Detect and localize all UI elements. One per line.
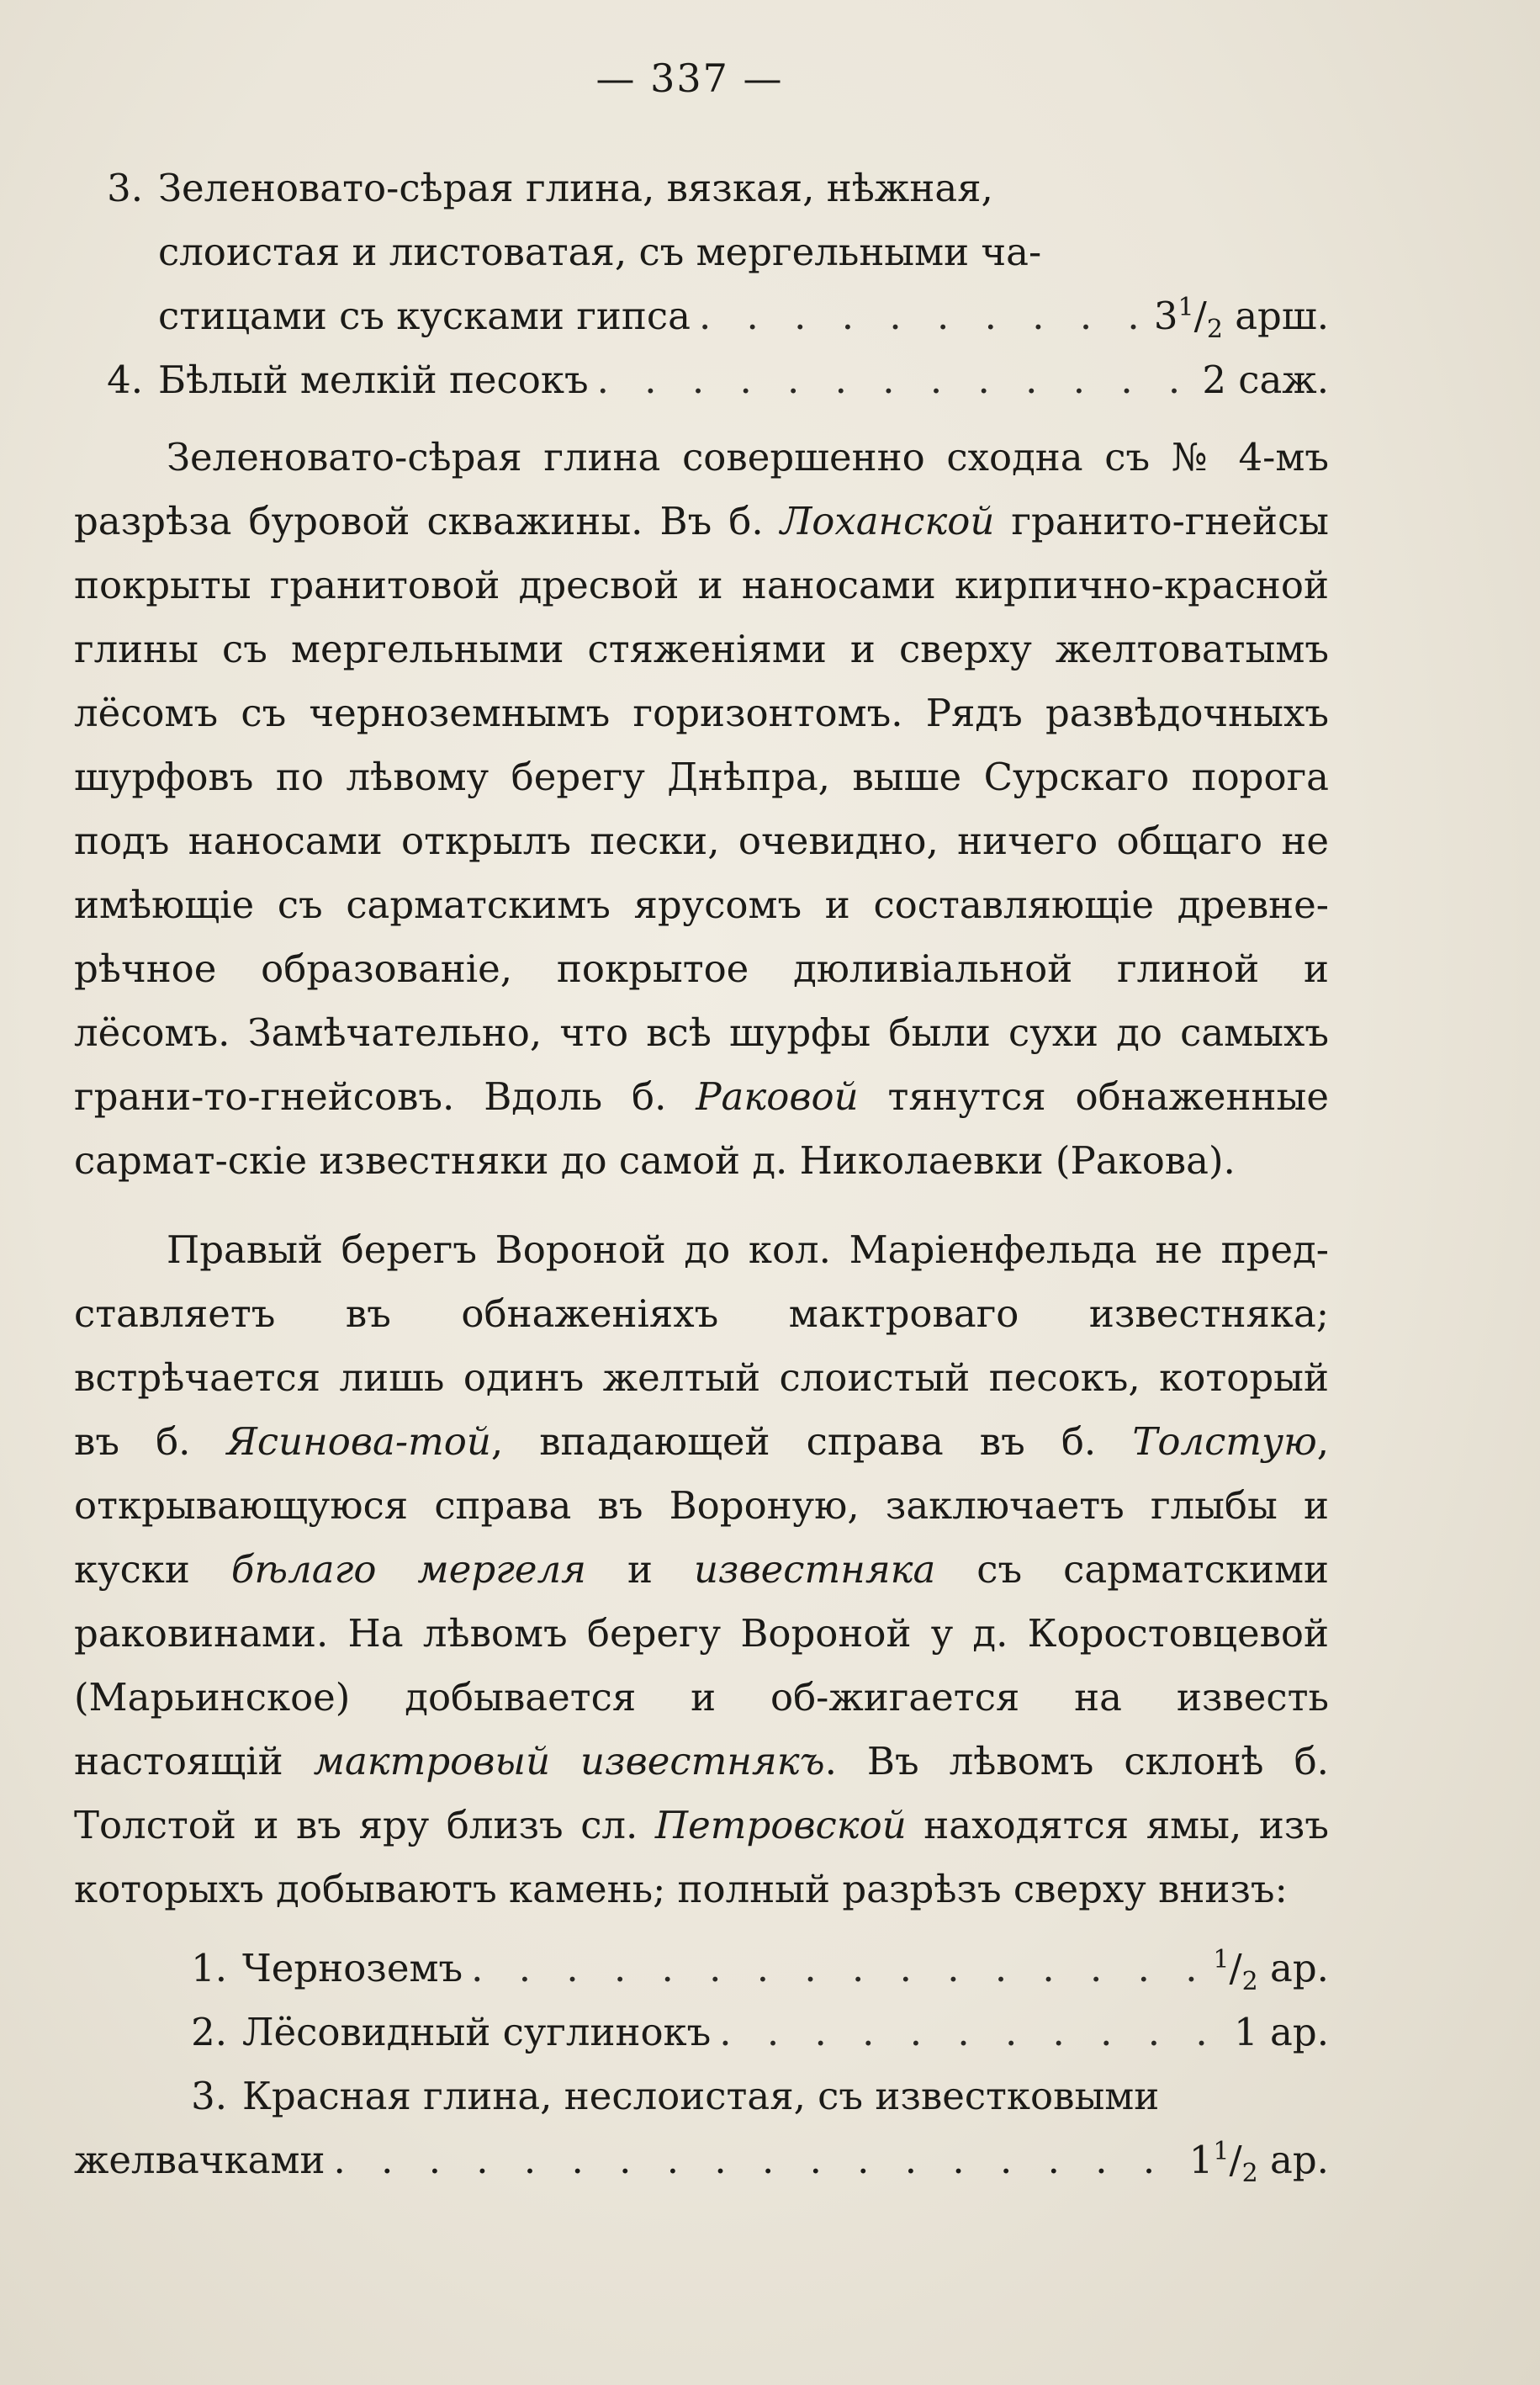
leader-dots — [699, 284, 1146, 348]
italic-term: известняка — [693, 1547, 936, 1592]
section-list — [74, 1937, 1329, 2192]
entry-number: 1. — [191, 1946, 227, 1990]
entry-body — [242, 2064, 1329, 2128]
entry-number: 4. — [107, 358, 143, 402]
italic-term: мактровый известнякъ — [313, 1739, 825, 1783]
entry-amount: 1 ар. — [1234, 2010, 1329, 2054]
entry-line: Черноземъ — [242, 1946, 463, 1990]
amount-denominator: 2 — [1206, 315, 1223, 344]
leader-dots — [333, 2128, 1180, 2192]
entry-line: Бѣлый мелкій песокъ — [158, 358, 589, 402]
section-entry-2 — [74, 2001, 1329, 2064]
amount-denominator: 2 — [1241, 2159, 1258, 2188]
text-run: . Въ лѣвомъ склонѣ б. Толстой и въ яру близъ сл. — [74, 1739, 1329, 1847]
entry-line: стицами съ кусками гипса — [158, 294, 691, 338]
entry-continuation-line — [74, 2128, 1329, 2192]
text-run: съ сарматскими раковинами. На лѣвомъ берегу Вороной у д. Коростовцевой (Марьинское) добывается и об-жигается на известь настоящій — [74, 1547, 1330, 1783]
italic-place-name: Толстую — [1132, 1419, 1317, 1464]
entry-amount: $1^1/_2$ ар. — [1188, 2137, 1329, 2188]
entry-amount: 2 саж. — [1202, 358, 1329, 402]
layer-entry-3 — [74, 156, 1329, 348]
italic-place-name: Петровской — [654, 1803, 907, 1847]
section-entry-3 — [74, 2064, 1329, 2128]
entry-body — [158, 156, 1329, 348]
leader-dots — [719, 2001, 1225, 2064]
layer-entry-4 — [74, 348, 1329, 412]
entry-amount: $3^1/_2$ арш. — [1153, 293, 1329, 344]
entry-line: Лёсовидный суглинокъ — [242, 2010, 712, 2054]
leader-dots — [471, 1937, 1204, 2001]
italic-term: бѣлаго мергеля — [230, 1547, 586, 1592]
entry-body — [242, 1937, 1329, 2001]
entry-body — [242, 2001, 1329, 2064]
entry-line: Красная глина, неслоистая, съ известковыми — [242, 2074, 1160, 2118]
text-run: , открывающуюся справа въ Вороную, заключаетъ глыбы и куски — [74, 1419, 1329, 1592]
amount-whole: 1 — [1188, 2138, 1214, 2182]
entry-last-line — [242, 2001, 1329, 2064]
amount-unit: арш. — [1235, 294, 1329, 338]
amount-unit: ар. — [1270, 1946, 1329, 1990]
section-entry-1 — [74, 1937, 1329, 2001]
text-run: Зеленовато-сѣрая глина совершенно сходна съ № 4-мъ разрѣза буровой скважины. Въ б. — [74, 435, 1329, 543]
text-run: гранито-гнейсы покрыты гранитовой дресвой и наносами кирпично-красной глины съ мергельными стяженіями и сверху желтоватымъ лёсомъ съ черноземнымъ горизонтомъ. Рядъ развѣдочныхъ шурфовъ по лѣвому берегу Днѣпра, выше Сурскаго порога подъ наносами открылъ пески, очевидно, ничего общаго не имѣющіе съ сарматскимъ ярусомъ и составляющіе древне-рѣчное образованіе, покрытое дюливіальной глиной и лёсомъ. Замѣчательно, что всѣ шурфы были сухи до самыхъ грани-то-гнейсовъ. Вдоль б. — [74, 499, 1329, 1119]
page-content — [74, 156, 1329, 2192]
entry-amount: $^1/_2$ ар. — [1213, 1945, 1329, 1996]
page-number: — 337 — — [595, 56, 784, 101]
entry-line: желвачками — [74, 2138, 325, 2182]
entry-last-line — [158, 348, 1329, 412]
entry-last-line — [158, 284, 1329, 348]
text-run: и — [585, 1547, 694, 1592]
entry-line: Зеленовато-сѣрая глина, вязкая, нѣжная, — [158, 166, 993, 210]
entry-last-line — [242, 1937, 1329, 2001]
amount-numerator: 1 — [1213, 2137, 1230, 2166]
leader-dots — [597, 348, 1194, 412]
text-run: находятся ямы, изъ которыхъ добываютъ камень; полный разрѣзъ сверху внизъ: — [74, 1803, 1329, 1911]
paragraph-2 — [74, 1218, 1329, 1921]
entry-line: слоистая и листоватая, съ мергельными ча- — [158, 230, 1042, 274]
amount-numerator: 1 — [1213, 1945, 1230, 1974]
paragraph-1 — [74, 426, 1329, 1193]
italic-place-name: Ясинова-той — [226, 1419, 491, 1464]
amount-unit: ар. — [1270, 2138, 1329, 2182]
entry-number: 3. — [191, 2074, 227, 2118]
amount-numerator: 1 — [1177, 293, 1194, 322]
text-run: , впадающей справа въ б. — [490, 1419, 1133, 1464]
text-run: Правый берегъ Вороной до кол. Маріенфельда не пред-ставляетъ въ обнаженіяхъ мактроваго известняка; встрѣчается лишь одинъ желтый слоистый песокъ, который въ б. — [74, 1227, 1329, 1464]
italic-place-name: Лоханской — [780, 499, 995, 543]
entry-body — [158, 348, 1329, 412]
amount-whole: 3 — [1153, 294, 1178, 338]
amount-denominator: 2 — [1241, 1967, 1258, 1996]
italic-place-name: Раковой — [696, 1074, 859, 1119]
entry-number: 2. — [191, 2010, 227, 2054]
entry-number: 3. — [107, 166, 143, 210]
text-run: тянутся обнаженные сармат-скіе известняки до самой д. Николаевки (Ракова). — [74, 1074, 1329, 1183]
